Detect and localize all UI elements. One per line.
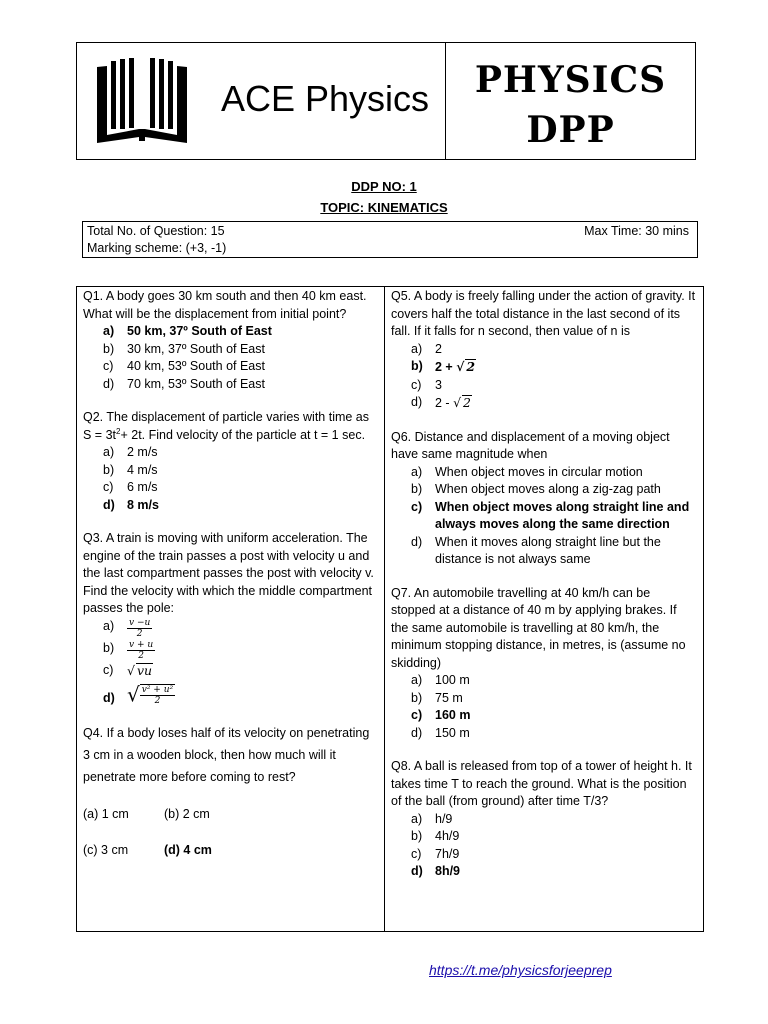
option: a) 100 m (411, 673, 470, 687)
option: b) 30 km, 37º South of East (103, 341, 265, 356)
option: a) When object moves in circular motion (411, 464, 643, 479)
question-text: Q1. A body goes 30 km south and then 40 km east. What will be the displacement from initial point? (83, 289, 367, 321)
question-text: Q2. The displacement of particle varies with time as $S = 3t^2+ 2t$. Find velocity of the particle at t = 1 sec. (83, 410, 370, 442)
fraction: $\frac{v + u}{2}$ (129, 639, 154, 661)
question-text: Q4. If a body loses half of its velocity on penetrating 3 cm in a wooden block, then how much will it penetrate more before coming to rest? (83, 725, 370, 784)
question-text: Q7. An automobile travelling at 40 km/h can be stopped at a distance of 40 m by applying brakes. If the same automobile is travelling at 80 km/h, the minimum stopping distance, in metres, is (assume no skidding) (391, 585, 686, 670)
marking-scheme: Marking scheme: (+3, -1) (87, 241, 227, 255)
option: a) $\frac{v -u}{2}$ (103, 617, 151, 639)
option: (c) 3 cm (83, 842, 129, 857)
option: b) When object moves along a zig-zag path (411, 482, 661, 496)
option: a) 50 km, 37º South of East (103, 324, 272, 338)
option: d) √ $\frac{\text{v² + u²}}{2}$ (103, 681, 174, 706)
dpp-number: DDP NO: 1 (351, 179, 417, 194)
option: c) 40 km, 53º South of East (103, 359, 265, 373)
brand-name: ACE Physics (221, 78, 430, 119)
question-text: Q3. A train is moving with uniform acceleration. The engine of the train passes a post with velocity u and the last compartment passes the post with velocity v. Find the velocity with which the middle compartment passes the pole: (83, 531, 374, 615)
option: d) 8h/9 (411, 864, 461, 878)
option: d) 150 m (411, 725, 470, 740)
option: c) When object moves along straight line and always moves along the same direction (411, 499, 690, 531)
option: b) 4 m/s (103, 462, 158, 477)
question-6 (391, 429, 697, 569)
option: (b) 2 cm (164, 806, 210, 821)
title-physics: PHYSICS (474, 59, 667, 101)
option: c) 160 m (411, 708, 471, 722)
question-8 (391, 758, 697, 881)
option: b) 2 + √ 2 (411, 359, 476, 374)
option: c) 3 (411, 377, 442, 392)
fraction: $\frac{v -u}{2}$ (129, 617, 151, 639)
fraction: $\frac{\text{v² + u²}}{2}$ (141, 684, 174, 706)
options (83, 804, 378, 860)
question-3 (83, 530, 378, 714)
question-5 (391, 288, 697, 413)
questions-table (76, 286, 704, 932)
option: b) 4h/9 (411, 829, 460, 843)
question-4 (83, 722, 378, 860)
telegram-link[interactable]: https://t.me/physicsforjeeprep (429, 962, 612, 978)
option: d) 70 km, 53º South of East (103, 376, 265, 391)
book-icon (93, 57, 191, 145)
option: (a) 1 cm (83, 806, 129, 821)
option: d) 2 - √ 2 (411, 395, 471, 410)
title-cell (446, 43, 695, 159)
option: a) 2 (411, 341, 442, 356)
question-2 (83, 409, 378, 514)
max-time: Max Time: 30 mins (584, 224, 689, 238)
option: c) 6 m/s (103, 480, 158, 494)
option: c) 7h/9 (411, 846, 460, 861)
right-column (385, 287, 703, 931)
question-text: Q5. A body is freely falling under the action of gravity. It covers half the total distance in the last second of its fall. If it falls for n second, then value of n is (391, 289, 696, 338)
option: a) h/9 (411, 811, 453, 826)
option: c) √ vu (103, 662, 153, 678)
question-7 (391, 585, 697, 743)
logo-cell (77, 43, 446, 159)
document-header (76, 42, 696, 160)
left-column (77, 287, 385, 931)
info-box (82, 221, 698, 258)
total-questions: Total No. of Question: 15 (87, 224, 225, 238)
option: d) When it moves along straight line but the distance is not always same (411, 534, 661, 566)
question-1 (83, 288, 378, 393)
question-text: Q6. Distance and displacement of a moving object have same magnitude when (391, 429, 670, 461)
topic-heading: TOPIC: KINEMATICS (320, 200, 448, 215)
option: b) 75 m (411, 690, 463, 705)
question-text: Q8. A ball is released from top of a tower of height h. It takes time T to reach the ground. What is the position of the ball (from ground) after time T/3? (391, 759, 692, 808)
option: a) 2 m/s (103, 445, 158, 459)
option: d) 8 m/s (103, 497, 159, 512)
option: (d) 4 cm (164, 842, 212, 857)
option: b) $\frac{v + u}{2}$ (103, 639, 154, 661)
title-dpp: DPP (526, 109, 615, 151)
